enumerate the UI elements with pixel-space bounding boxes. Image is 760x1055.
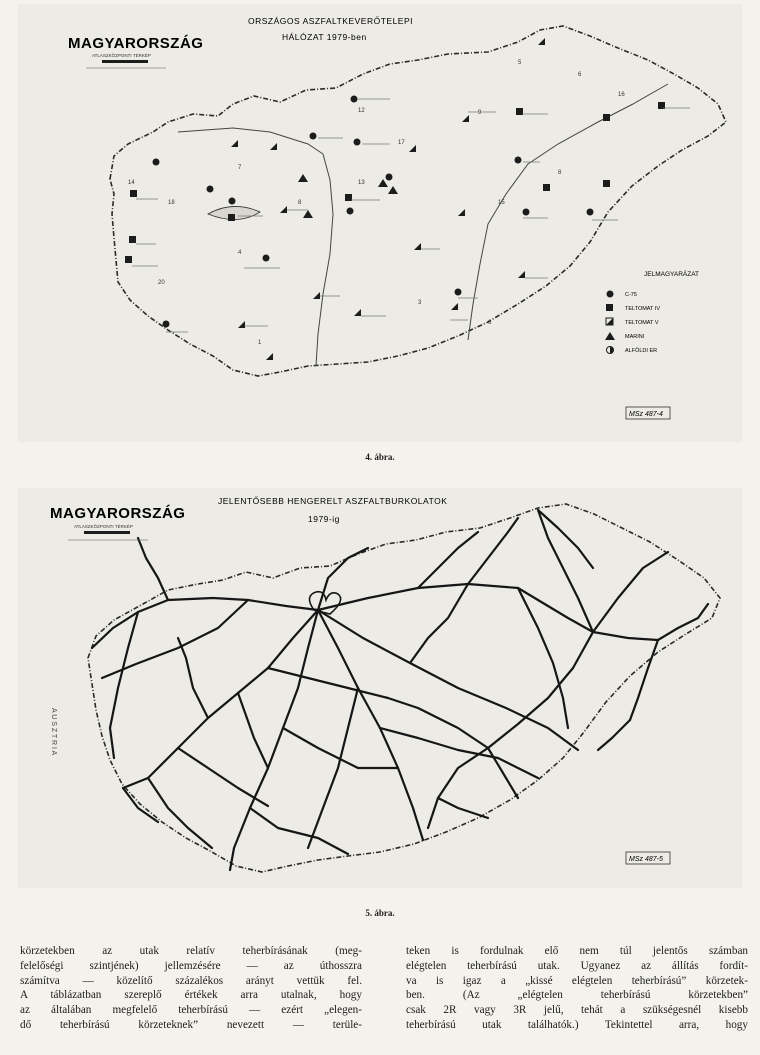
svg-text:4: 4 [238,250,242,256]
svg-text:18: 18 [168,200,175,206]
figure-4-caption: 4. ábra. [365,452,395,462]
text-line: csak 2R vagy 3R jelű, tehát a szükségesnél kisebb [406,1004,748,1017]
map2-country-label: MAGYARORSZÁG [50,505,186,522]
text-line: va is igaz a „kissé elégtelen teherbírású” körzetek- [406,974,748,987]
plant-network-map-svg [18,4,742,442]
map2-title-line1: JELENTŐSEBB HENGERELT ASZFALTBURKOLATOK [218,496,448,506]
svg-text:8: 8 [558,170,562,176]
text-line: felelőségi szintjének) jellemzésére — az úthosszra [20,959,362,972]
svg-text:3: 3 [418,300,422,306]
figure-5-caption: 5. ábra. [365,908,395,918]
map2-stamp: MSz 487-5 [629,856,663,863]
legend-circle-icon [607,291,614,298]
asphalt-roads-map [18,488,742,888]
map1-stamp: MSz 487-4 [629,411,663,418]
map1-country-label: MAGYARORSZÁG [68,35,204,52]
text-column-right [406,944,748,1033]
svg-text:1: 1 [258,340,262,346]
text-line: teherbírású utak találhatók.) Tekintettel arra, hogy [406,1018,748,1031]
svg-text:6: 6 [488,320,492,326]
austria-label: A U S Z T R I A [50,708,57,756]
svg-text:6: 6 [578,72,582,78]
svg-text:16: 16 [618,92,625,98]
map2-background [18,488,742,888]
legend-label-4: ALFÖLDI ER [625,348,658,354]
plant-network-map [18,4,742,442]
map1-label-bar [102,60,148,63]
map1-country-sublabel: ATLASZKÖZPONTI TÉRKÉP [92,53,151,58]
text-line: ben. (Az „elégtelen teherbírású körzetekben” [406,989,748,1002]
text-line: A táblázatban szereplő értékek arra utalnak, hogy [20,989,362,1002]
svg-text:15: 15 [498,200,505,206]
map2-label-bar [84,531,130,534]
svg-text:13: 13 [358,180,365,186]
map1-title-line1: ORSZÁGOS ASZFALTKEVERŐTELEPI [248,16,413,26]
legend-label-2: TELTOMAT V [625,320,659,326]
svg-text:8: 8 [298,200,302,206]
svg-text:14: 14 [128,180,135,186]
svg-text:20: 20 [158,280,165,286]
text-column-left [20,944,362,1033]
map2-title-line2: 1979-ig [308,514,340,524]
asphalt-roads-map-svg [18,488,742,888]
text-line: az általában megfelelő teherbírású — ezért „elegen- [20,1004,362,1017]
svg-text:5: 5 [518,60,522,66]
text-line: dő teherbírású körzeteknek” nevezett — terüle- [20,1018,362,1031]
map-background [18,4,742,442]
legend-label-3: MARINI [625,334,645,340]
text-line: körzetekben az utak relatív teherbírásának (meg- [20,945,362,957]
svg-text:7: 7 [238,165,242,171]
map1-title-line2: HÁLÓZAT 1979-ben [282,32,367,42]
legend-label-1: TELTOMAT IV [625,306,661,312]
svg-text:12: 12 [358,108,365,114]
text-line: elégtelen teherbírású utak. Ugyanez az állítás fordít- [406,959,748,972]
text-line: teken is fordulnak elő nem túl jelentős számban [406,945,748,957]
map2-country-sublabel: ATLASZKÖZPONTI TÉRKÉP [74,524,133,529]
legend-title: JELMAGYARÁZAT [644,271,700,278]
svg-text:17: 17 [398,140,405,146]
text-line: számítva — közelítő százalékos arányt vettük fel. [20,974,362,987]
legend-label-0: C-75 [625,292,637,298]
svg-text:9: 9 [478,110,482,116]
legend-square-icon [606,304,613,311]
